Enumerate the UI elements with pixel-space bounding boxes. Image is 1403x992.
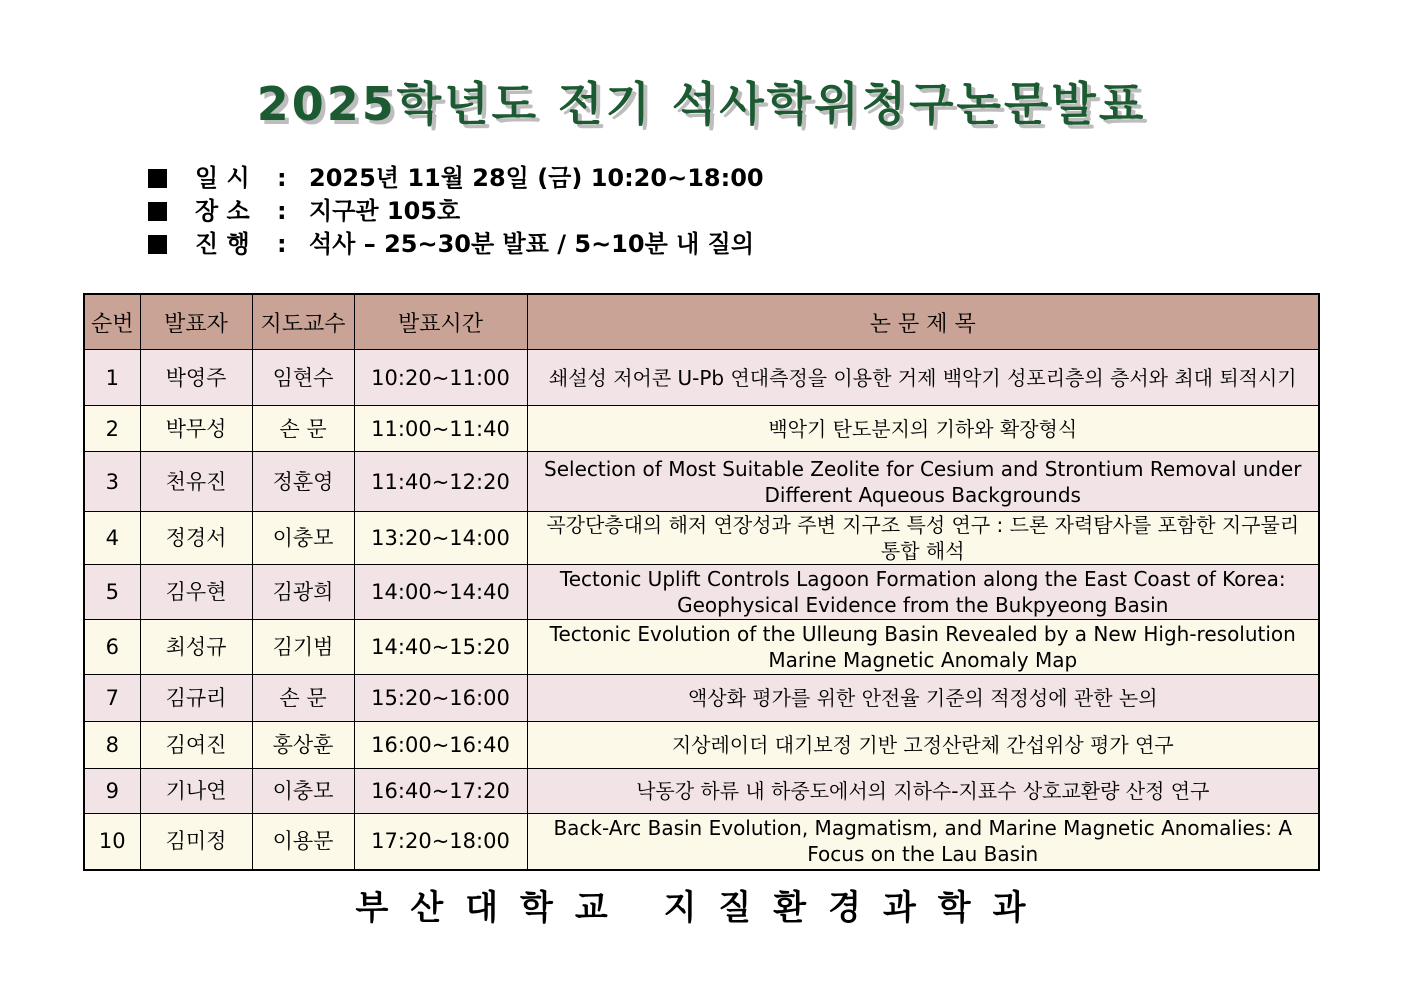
table-row [84,620,1319,675]
row-time: 14:40~15:20 [354,620,527,675]
row-thesis-title: Tectonic Uplift Controls Lagoon Formation along the East Coast of Korea: Geophysical Evidence from the Bukpyeong Basin [527,565,1319,620]
info-row-procedure [148,228,764,261]
info-colon: : [277,230,287,258]
row-presenter: 김우현 [140,565,252,620]
table-row [84,406,1319,452]
row-thesis-title: 쇄설성 저어콘 U-Pb 연대측정을 이용한 거제 백악기 성포리층의 층서와 최대 퇴적시기 [527,350,1319,406]
row-advisor: 김기범 [252,620,354,675]
row-time: 11:40~12:20 [354,452,527,512]
row-advisor: 손 문 [252,406,354,452]
row-presenter: 김미정 [140,814,252,870]
event-info [148,162,764,261]
row-presenter: 박무성 [140,406,252,452]
square-bullet-icon [148,202,167,221]
row-advisor: 이충모 [252,769,354,814]
info-label: 일 시 [195,164,250,192]
row-no: 6 [84,620,140,675]
row-thesis-title: 낙동강 하류 내 하중도에서의 지하수-지표수 상호교환량 산정 연구 [527,769,1319,814]
info-label: 장 소 [195,197,250,225]
info-row-datetime [148,162,764,195]
row-advisor: 손 문 [252,675,354,722]
row-thesis-title: 지상레이더 대기보정 기반 고정산란체 간섭위상 평가 연구 [527,722,1319,769]
table-row [84,675,1319,722]
page-title: 2025학년도 전기 석사학위청구논문발표 [256,77,1147,131]
row-time: 16:00~16:40 [354,722,527,769]
row-advisor: 이충모 [252,512,354,565]
row-time: 17:20~18:00 [354,814,527,870]
row-advisor: 이용문 [252,814,354,870]
row-no: 8 [84,722,140,769]
header-presenter: 발표자 [140,294,252,350]
info-label: 진 행 [195,230,250,258]
row-time: 10:20~11:00 [354,350,527,406]
header-advisor: 지도교수 [252,294,354,350]
square-bullet-icon [148,169,167,188]
table-row [84,565,1319,620]
info-row-venue [148,195,764,228]
department-footer: 부산대학교 지질환경과학과 [355,888,1048,928]
row-no: 2 [84,406,140,452]
row-presenter: 기나연 [140,769,252,814]
row-presenter: 최성규 [140,620,252,675]
row-time: 16:40~17:20 [354,769,527,814]
header-no: 순번 [84,294,140,350]
info-value: 2025년 11월 28일 (금) 10:20~18:00 [309,164,764,192]
row-no: 3 [84,452,140,512]
header-time: 발표시간 [354,294,527,350]
row-presenter: 박영주 [140,350,252,406]
info-colon: : [277,197,287,225]
table-row [84,350,1319,406]
row-no: 10 [84,814,140,870]
row-advisor: 임현수 [252,350,354,406]
row-thesis-title: Tectonic Evolution of the Ulleung Basin Revealed by a New High-resolution Marine Magnetic Anomaly Map [527,620,1319,675]
table-row [84,722,1319,769]
row-presenter: 정경서 [140,512,252,565]
row-time: 15:20~16:00 [354,675,527,722]
row-no: 1 [84,350,140,406]
table-row [84,512,1319,565]
table-row [84,769,1319,814]
row-thesis-title: 액상화 평가를 위한 안전율 기준의 적정성에 관한 논의 [527,675,1319,722]
row-time: 14:00~14:40 [354,565,527,620]
table-header-row [84,294,1319,350]
header-thesis-title: 논 문 제 목 [527,294,1319,350]
row-advisor: 김광희 [252,565,354,620]
table-row [84,452,1319,512]
info-colon: : [277,164,287,192]
row-presenter: 천유진 [140,452,252,512]
row-no: 9 [84,769,140,814]
info-value: 지구관 105호 [309,197,461,225]
presentation-schedule-table [83,293,1320,871]
table-row [84,814,1319,870]
row-thesis-title: Selection of Most Suitable Zeolite for Cesium and Strontium Removal under Different Aqueous Backgrounds [527,452,1319,512]
info-value: 석사 – 25~30분 발표 / 5~10분 내 질의 [309,230,755,258]
row-time: 11:00~11:40 [354,406,527,452]
row-thesis-title: Back-Arc Basin Evolution, Magmatism, and Marine Magnetic Anomalies: A Focus on the Lau Basin [527,814,1319,870]
row-advisor: 홍상훈 [252,722,354,769]
row-thesis-title: 백악기 탄도분지의 기하와 확장형식 [527,406,1319,452]
row-advisor: 정훈영 [252,452,354,512]
row-no: 5 [84,565,140,620]
row-time: 13:20~14:00 [354,512,527,565]
row-presenter: 김여진 [140,722,252,769]
row-presenter: 김규리 [140,675,252,722]
row-no: 7 [84,675,140,722]
row-no: 4 [84,512,140,565]
square-bullet-icon [148,235,167,254]
row-thesis-title: 곡강단층대의 해저 연장성과 주변 지구조 특성 연구 : 드론 자력탐사를 포함한 지구물리 통합 해석 [527,512,1319,565]
